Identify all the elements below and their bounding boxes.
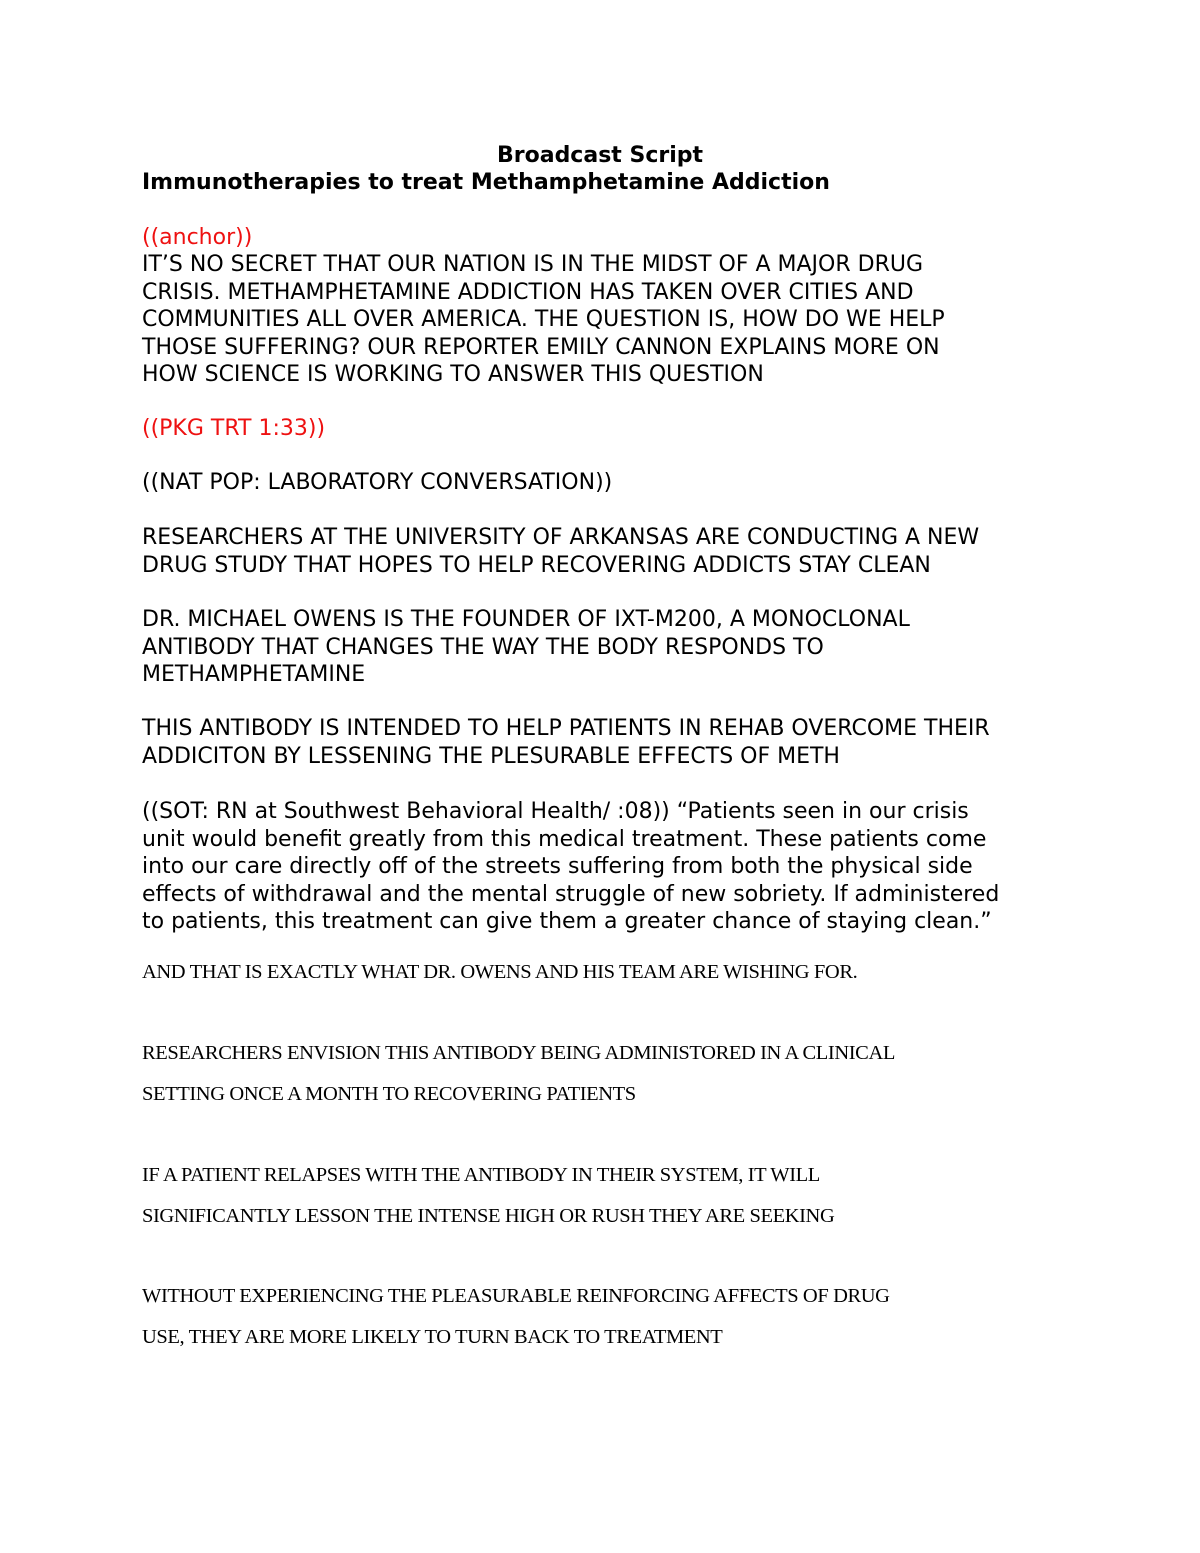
script-line: ANTIBODY THAT CHANGES THE WAY THE BODY RESPONDS TO — [142, 634, 824, 660]
anchor-line: COMMUNITIES ALL OVER AMERICA. THE QUESTION IS, HOW DO WE HELP — [142, 307, 945, 332]
sot-line: to patients, this treatment can give them a greater chance of staying clean.” — [142, 909, 992, 934]
document-title: Broadcast Script — [496, 143, 704, 168]
anchor-line: IT’S NO SECRET THAT OUR NATION IS IN THE MIDST OF A MAJOR DRUG — [142, 252, 923, 277]
sot-quote — [142, 798, 1077, 936]
anchor-line: HOW SCIENCE IS WORKING TO ANSWER THIS QUESTION — [142, 362, 764, 387]
anchor-cue: ((anchor)) — [142, 225, 253, 250]
script-line: METHAMPHETAMINE — [142, 662, 366, 687]
script-paragraph-2 — [142, 606, 1077, 689]
nat-pop-cue: ((NAT POP: LABORATORY CONVERSATION)) — [142, 470, 613, 495]
anchor-line: THOSE SUFFERING? OUR REPORTER EMILY CANNON EXPLAINS MORE ON — [142, 334, 940, 360]
document-subtitle: Immunotherapies to treat Methamphetamine Addiction — [142, 170, 830, 195]
script-line: DRUG STUDY THAT HOPES TO HELP RECOVERING ADDICTS STAY CLEAN — [142, 552, 931, 578]
sot-line: unit would benefit greatly from this medical treatment. These patients come — [142, 826, 987, 852]
script-line: THIS ANTIBODY IS INTENDED TO HELP PATIENTS IN REHAB OVERCOME THEIR — [142, 716, 990, 741]
script-paragraph-3 — [142, 715, 1077, 770]
anchor-paragraph — [142, 251, 1077, 389]
serif-line: USE, THEY ARE MORE LIKELY TO TURN BACK TO TREATMENT — [142, 1326, 723, 1348]
serif-line: RESEARCHERS ENVISION THIS ANTIBODY BEING ADMINISTORED IN A CLINICAL — [142, 1042, 895, 1064]
serif-line: WITHOUT EXPERIENCING THE PLEASURABLE REINFORCING AFFECTS OF DRUG — [142, 1285, 890, 1307]
serif-paragraph-4 — [142, 1276, 1077, 1358]
anchor-line: CRISIS. METHAMPHETAMINE ADDICTION HAS TAKEN OVER CITIES AND — [142, 279, 914, 305]
pkg-cue: ((PKG TRT 1:33)) — [142, 416, 326, 441]
serif-paragraph-1 — [142, 952, 1077, 993]
script-line: ADDICITON BY LESSENING THE PLESURABLE EFFECTS OF METH — [142, 743, 840, 769]
serif-line: SETTING ONCE A MONTH TO RECOVERING PATIENTS — [142, 1083, 636, 1105]
script-line: RESEARCHERS AT THE UNIVERSITY OF ARKANSAS ARE CONDUCTING A NEW — [142, 525, 980, 550]
sot-line: into our care directly off of the streets suffering from both the physical side — [142, 854, 973, 879]
serif-line: AND THAT IS EXACTLY WHAT DR. OWENS AND HIS TEAM ARE WISHING FOR. — [142, 961, 858, 983]
serif-paragraph-2 — [142, 1033, 1077, 1115]
sot-line: effects of withdrawal and the mental struggle of new sobriety. If administered — [142, 881, 1000, 907]
serif-line: IF A PATIENT RELAPSES WITH THE ANTIBODY IN THEIR SYSTEM, IT WILL — [142, 1164, 820, 1186]
script-line: DR. MICHAEL OWENS IS THE FOUNDER OF IXT-M200, A MONOCLONAL — [142, 607, 910, 632]
serif-line: SIGNIFICANTLY LESSON THE INTENSE HIGH OR RUSH THEY ARE SEEKING — [142, 1205, 835, 1227]
sot-line: ((SOT: RN at Southwest Behavioral Health/ :08)) “Patients seen in our crisis — [142, 799, 969, 824]
serif-paragraph-3 — [142, 1155, 1077, 1237]
script-paragraph-1 — [142, 524, 1077, 579]
